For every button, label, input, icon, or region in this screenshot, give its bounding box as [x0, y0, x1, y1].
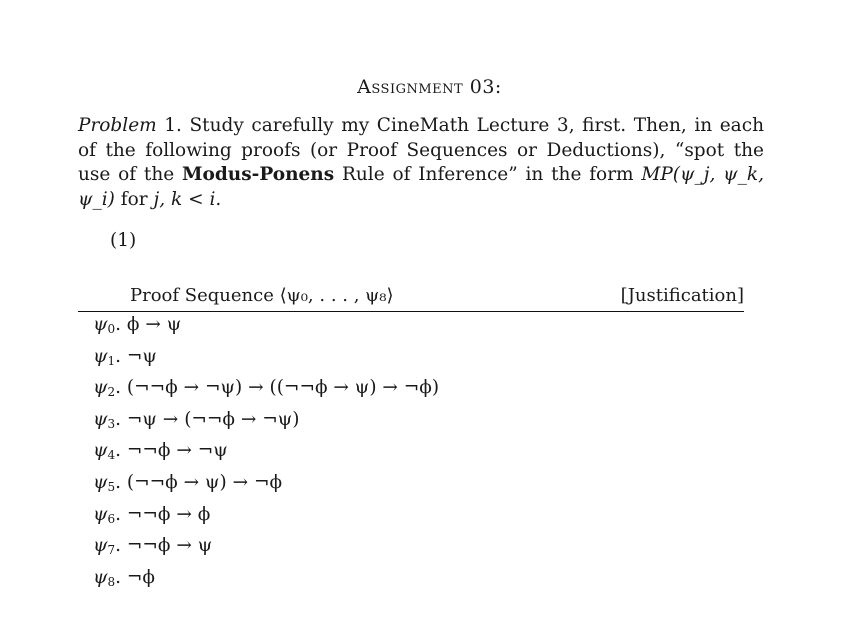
step-index: 2	[107, 385, 116, 400]
step-label-symbol: ψ	[93, 408, 108, 430]
proof-row: $\psi_2$. (¬¬ϕ → ¬ψ) → ((¬¬ϕ → ψ) → ¬ϕ)	[93, 377, 440, 400]
step-formula: ¬¬ϕ → ϕ	[126, 503, 211, 525]
step-label	[93, 346, 115, 367]
step-label-symbol: ψ	[93, 471, 108, 493]
step-label	[93, 440, 115, 461]
step-formula: ¬¬ϕ → ψ	[126, 535, 213, 557]
proof-row: $\psi_8$. ¬ϕ	[93, 566, 156, 589]
step-label	[93, 472, 115, 493]
step-formula: ¬ψ → (¬¬ϕ → ¬ψ)	[126, 408, 300, 430]
header-proof-sequence: Proof Sequence ⟨ψ₀, . . . , ψ₈⟩	[130, 285, 394, 306]
step-label	[93, 535, 115, 556]
step-label-symbol: ψ	[93, 503, 108, 525]
index-condition: j, k < i.	[153, 188, 222, 210]
proof-rows	[93, 314, 439, 598]
step-label	[93, 504, 115, 525]
problem-lead: Problem	[78, 115, 157, 136]
step-formula: (¬¬ϕ → ¬ψ) → ((¬¬ϕ → ψ) → ¬ϕ)	[126, 377, 440, 399]
proof-row: $\psi_6$. ¬¬ϕ → ϕ	[93, 503, 211, 526]
problem-text-3: for	[114, 188, 154, 210]
step-index: 5	[107, 479, 116, 494]
step-index: 3	[107, 416, 116, 431]
header-justification: [Justification]	[620, 285, 744, 306]
step-formula: ϕ → ψ	[126, 314, 182, 335]
proof-row: $\psi_4$. ¬¬ϕ → ¬ψ	[93, 440, 228, 463]
problem-text: 1. Study carefully my CineMath Lecture 3, first. Then, in each of the following proofs (or Proof Sequences or Deductions), “spot the use of the	[78, 115, 764, 185]
proof-row: $\psi_3$. ¬ψ → (¬¬ϕ → ¬ψ)	[93, 408, 300, 431]
problem-statement	[78, 114, 764, 212]
step-label-symbol: ψ	[93, 566, 108, 588]
step-index: 6	[107, 511, 116, 526]
step-index: 8	[107, 574, 116, 589]
step-formula: ¬¬ϕ → ¬ψ	[126, 440, 228, 462]
step-index: 4	[107, 448, 116, 463]
step-label	[93, 377, 115, 398]
step-label-symbol: ψ	[93, 314, 108, 335]
proof-row: $\psi_5$. (¬¬ϕ → ψ) → ¬ϕ	[93, 471, 283, 494]
proof-table-header	[78, 285, 744, 312]
step-label	[93, 409, 115, 430]
step-formula: ¬ϕ	[126, 566, 156, 588]
step-index: 0	[107, 322, 116, 336]
mp-formula: MP(ψ_j, ψ_k, ψ_i)	[78, 164, 764, 210]
step-index: 1	[107, 353, 116, 368]
problem-text-2: Rule of Inference” in the form	[334, 164, 642, 185]
enumeration-label: (1)	[110, 230, 137, 251]
step-index: 7	[107, 543, 116, 558]
step-label	[93, 567, 115, 588]
step-label-symbol: ψ	[93, 440, 108, 462]
step-label-symbol: ψ	[93, 345, 108, 367]
step-label-symbol: ψ	[93, 535, 108, 557]
step-formula: (¬¬ϕ → ψ) → ¬ϕ	[126, 471, 283, 493]
step-formula: ¬ψ	[126, 345, 157, 367]
modus-ponens-term: Modus-Ponens	[182, 164, 335, 185]
proof-row: $\psi_1$. ¬ψ	[93, 345, 157, 368]
proof-row: $\psi_7$. ¬¬ϕ → ψ	[93, 535, 213, 558]
step-label	[93, 314, 115, 335]
assignment-title: Assignment 03:	[357, 76, 502, 98]
proof-row: $\psi_0$. ϕ → ψ	[93, 314, 182, 336]
step-label-symbol: ψ	[93, 377, 108, 399]
